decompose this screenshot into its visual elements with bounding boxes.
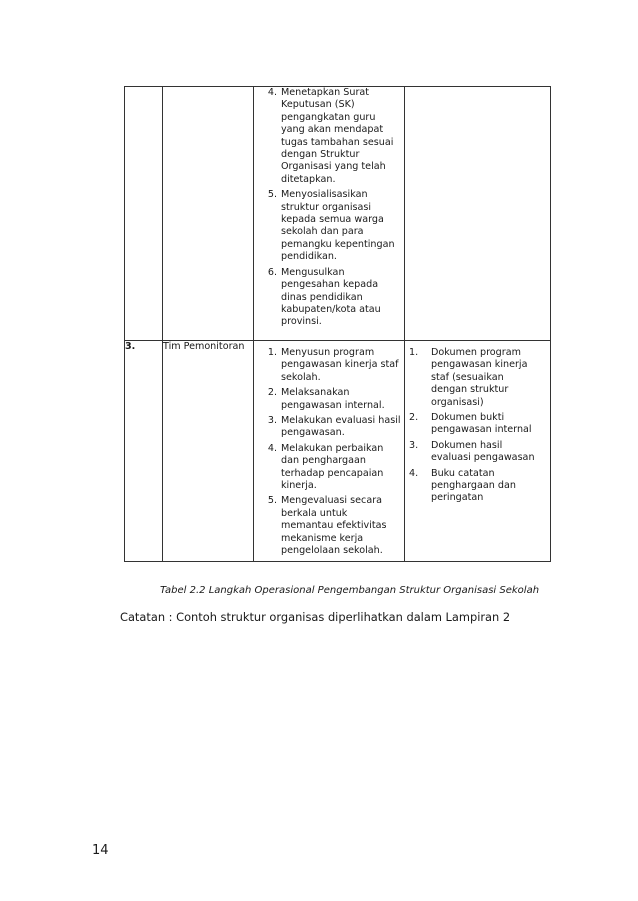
table-row bbox=[125, 341, 551, 562]
list-item-line: yang akan mendapat bbox=[281, 124, 384, 136]
list-item-line: berkala untuk bbox=[281, 507, 348, 519]
list-item bbox=[254, 267, 404, 329]
list-item-line: pengawasan. bbox=[281, 427, 345, 439]
table-row bbox=[125, 87, 551, 341]
list-item-line: struktur organisasi bbox=[281, 201, 372, 213]
list-item-line: evaluasi pengawasan bbox=[431, 452, 535, 464]
steps-cell bbox=[254, 87, 405, 341]
list-item-line: pengawasan internal bbox=[431, 424, 532, 436]
list-item bbox=[405, 440, 550, 465]
table-caption: Tabel 2.2 Langkah Operasional Pengembangan Struktur Organisasi Sekolah bbox=[160, 585, 540, 596]
list-item-line: pengawasan kinerja bbox=[431, 359, 528, 371]
list-item-line: kepada semua warga bbox=[281, 214, 384, 226]
list-item bbox=[254, 87, 404, 186]
list-item-line: Melakukan evaluasi hasil bbox=[281, 415, 401, 427]
list-item-line: dengan struktur bbox=[431, 384, 509, 396]
list-item-line: pengangkatan guru bbox=[281, 111, 376, 123]
page-number: 14 bbox=[92, 843, 109, 858]
list-item bbox=[254, 189, 404, 263]
list-item-number: 4. bbox=[409, 467, 419, 479]
list-item-text bbox=[281, 347, 407, 384]
list-item-text bbox=[431, 412, 550, 437]
list-item-text bbox=[281, 415, 409, 440]
list-item bbox=[254, 415, 404, 440]
note-text: Catatan : Contoh struktur organisas diperlihatkan dalam Lampiran 2 bbox=[120, 610, 511, 624]
list-item bbox=[254, 495, 404, 557]
list-item-number: 4. bbox=[267, 87, 277, 98]
list-item-text bbox=[281, 87, 404, 186]
list-item-line: Menetapkan Surat bbox=[281, 87, 370, 98]
list-item-line: sekolah dan para bbox=[281, 226, 364, 238]
list-item-number: 2. bbox=[409, 412, 419, 424]
list-item-line: Dokumen hasil bbox=[431, 439, 503, 451]
list-item bbox=[405, 347, 550, 409]
list-item-line: Mengusulkan bbox=[281, 266, 345, 278]
list-item-line: Organisasi yang telah bbox=[281, 161, 386, 173]
list-item-line: dan penghargaan bbox=[281, 455, 366, 467]
list-item bbox=[254, 347, 404, 384]
steps-cell bbox=[254, 341, 405, 562]
list-item-line: Buku catatan bbox=[431, 467, 495, 479]
list-item bbox=[254, 387, 404, 412]
list-item-number: 3. bbox=[409, 439, 419, 451]
list-item-line: kinerja. bbox=[281, 480, 317, 492]
documents-cell bbox=[405, 341, 551, 562]
list-item-line: terhadap pencapaian bbox=[281, 467, 384, 479]
list-item-text bbox=[431, 440, 550, 465]
documents-cell bbox=[405, 87, 551, 341]
list-item-line: tugas tambahan sesuai bbox=[281, 136, 394, 148]
list-item-line: dinas pendidikan bbox=[281, 291, 363, 303]
list-item-text bbox=[281, 267, 404, 329]
list-item-line: pengelolaan sekolah. bbox=[281, 545, 383, 557]
list-item-line: pengawasan internal. bbox=[281, 399, 385, 411]
list-item-number: 3. bbox=[267, 415, 277, 427]
list-item-line: penghargaan dan bbox=[431, 480, 516, 492]
list-item-text bbox=[281, 387, 404, 412]
list-item-line: ditetapkan. bbox=[281, 173, 336, 185]
list-item-number: 5. bbox=[267, 495, 277, 507]
list-item-line: staf (sesuaikan bbox=[431, 371, 504, 383]
list-item-number: 5. bbox=[267, 189, 277, 201]
list-item-line: Keputusan (SK) bbox=[281, 99, 355, 111]
list-item-line: Dokumen program bbox=[431, 347, 521, 358]
list-item-text bbox=[281, 189, 404, 263]
list-item-line: memantau efektivitas bbox=[281, 520, 387, 532]
list-item-number: 2. bbox=[267, 387, 277, 399]
list-item bbox=[405, 412, 550, 437]
list-item-line: organisasi) bbox=[431, 396, 484, 408]
list-item-line: Dokumen bukti bbox=[431, 412, 505, 424]
list-item bbox=[254, 443, 404, 493]
list-item-number: 1. bbox=[409, 347, 419, 358]
list-item-line: kabupaten/kota atau bbox=[281, 303, 381, 315]
list-item-text bbox=[431, 468, 550, 505]
list-item-line: Menyosialisasikan bbox=[281, 189, 368, 201]
list-item-line: Mengevaluasi secara bbox=[281, 495, 383, 507]
team-name: Tim Pemonitoran bbox=[163, 341, 254, 562]
list-item-line: pengesahan kepada bbox=[281, 279, 379, 291]
list-item-number: 4. bbox=[267, 442, 277, 454]
list-item-number: 6. bbox=[267, 266, 277, 278]
list-item-line: Menyusun program bbox=[281, 347, 375, 358]
list-item-line: Melakukan perbaikan bbox=[281, 442, 384, 454]
list-item bbox=[405, 468, 550, 505]
list-item-line: pemangku kepentingan bbox=[281, 238, 395, 250]
row-number: 3. bbox=[125, 341, 163, 562]
list-item-line: peringatan bbox=[431, 492, 484, 504]
list-item-number: 1. bbox=[267, 347, 277, 358]
list-item-line: sekolah. bbox=[281, 371, 321, 383]
list-item-line: pendidikan. bbox=[281, 251, 337, 263]
list-item-line: pengawasan kinerja staf bbox=[281, 359, 399, 371]
list-item-line: mekanisme kerja bbox=[281, 532, 364, 544]
operational-steps-table bbox=[124, 86, 551, 562]
number-cell bbox=[125, 87, 163, 341]
list-item-line: Melaksanakan bbox=[281, 387, 350, 399]
list-item-text bbox=[281, 495, 404, 557]
list-item-text bbox=[281, 443, 404, 493]
list-item-line: dengan Struktur bbox=[281, 149, 360, 161]
list-item-line: provinsi. bbox=[281, 316, 322, 328]
list-item-text bbox=[431, 347, 550, 409]
team-cell bbox=[163, 87, 254, 341]
